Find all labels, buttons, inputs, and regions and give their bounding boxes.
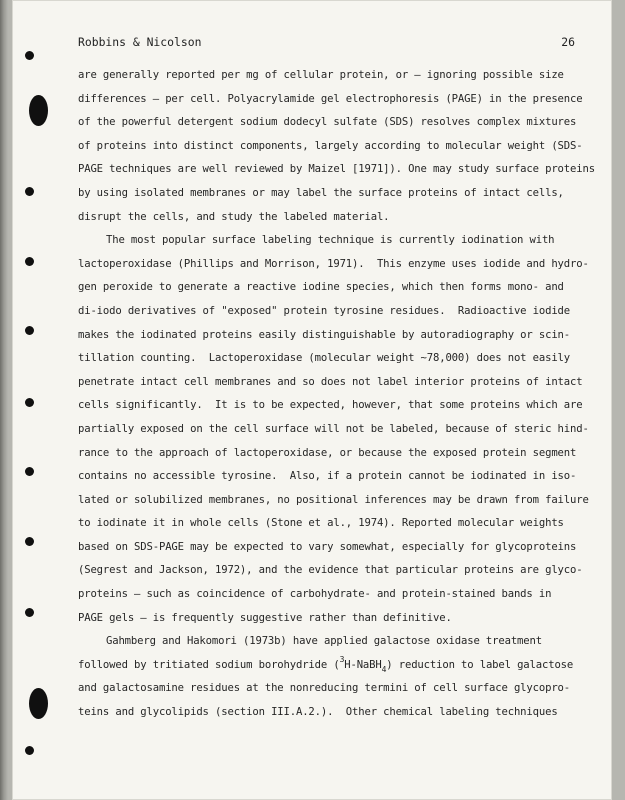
text-line: and galactosamine residues at the nonreducing termini of cell surface glycopro- [78, 682, 571, 695]
binder-hole [25, 467, 34, 476]
text-line: cells significantly. It is to be expected, however, that some proteins which are [78, 399, 583, 412]
text-line: are generally reported per mg of cellular protein, or — ignoring possible size [78, 69, 564, 81]
text-line: based on SDS-PAGE may be expected to vary somewhat, especially for glycoproteins [78, 540, 577, 553]
text-line: penetrate intact cell membranes and so does not label interior proteins of intact [78, 375, 583, 388]
formula-text: H-NaBH [344, 658, 382, 671]
page-number: 26 [561, 35, 575, 49]
binder-hole [25, 398, 34, 407]
text-line: PAGE gels — is frequently suggestive rather than definitive. [78, 611, 452, 624]
text-line: PAGE techniques are well reviewed by Maizel [1971]). One may study surface proteins [78, 163, 595, 176]
binder-hole [25, 608, 34, 617]
paragraph [78, 630, 574, 724]
binder-hole [25, 537, 34, 546]
text-line: teins and glycolipids (section III.A.2.). Other chemical labeling techniques [78, 706, 558, 719]
subscript: 4 [381, 664, 387, 674]
binder-hole [25, 51, 34, 60]
binder-hole [25, 187, 34, 196]
binder-hole [25, 326, 34, 335]
body-text [78, 64, 595, 725]
binder-hole [29, 688, 48, 719]
text-line: disrupt the cells, and study the labeled material. [78, 210, 390, 223]
binder-hole [25, 746, 34, 755]
text-line: by using isolated membranes or may label the surface proteins of intact cells, [78, 186, 564, 199]
text-line: of the powerful detergent sodium dodecyl sulfate (SDS) resolves complex mixtures [78, 116, 577, 129]
text-line: The most popular surface labeling technique is currently iodination with [106, 234, 555, 247]
text-line: Gahmberg and Hakomori (1973b) have applied galactose oxidase treatment [106, 635, 542, 648]
text-line: makes the iodinated proteins easily distinguishable by autoradiography or scin- [78, 328, 571, 341]
binder-hole [25, 257, 34, 266]
text-line: (Segrest and Jackson, 1972), and the evidence that particular proteins are glyco- [78, 564, 583, 577]
formula-text: followed by tritiated sodium borohydride ( [78, 658, 340, 671]
text-line: of proteins into distinct components, largely according to molecular weight (SDS- [78, 139, 583, 152]
text-line: contains no accessible tyrosine. Also, if a protein cannot be iodinated in iso- [78, 470, 577, 483]
text-line: tillation counting. Lactoperoxidase (molecular weight ∼78,000) does not easily [78, 352, 571, 365]
binder-hole [29, 95, 48, 126]
page-header [78, 35, 575, 55]
text-line: partially exposed on the cell surface will not be labeled, because of steric hind- [78, 422, 589, 435]
text-line: lactoperoxidase (Phillips and Morrison, 1971). This enzyme uses iodide and hydro- [78, 257, 589, 270]
paragraph [78, 229, 589, 630]
formula-line [78, 654, 574, 678]
paragraph [78, 64, 595, 229]
running-author: Robbins & Nicolson [78, 35, 202, 49]
text-line: di-iodo derivatives of "exposed" protein tyrosine residues. Radioactive iodide [78, 304, 571, 317]
text-line: to iodinate it in whole cells (Stone et al., 1974). Reported molecular weights [78, 517, 564, 530]
text-line: proteins — such as coincidence of carbohydrate- and protein-stained bands in [78, 588, 552, 601]
superscript: 3 [339, 654, 345, 664]
text-line: gen peroxide to generate a reactive iodine species, which then forms mono- and [78, 281, 564, 294]
formula-text: ) reduction to label galactose [386, 658, 574, 671]
text-line: differences — per cell. Polyacrylamide gel electrophoresis (PAGE) in the presence [78, 92, 583, 105]
text-line: rance to the approach of lactoperoxidase, or because the exposed protein segment [78, 446, 577, 459]
text-line: lated or solubilized membranes, no positional inferences may be drawn from failure [78, 493, 589, 506]
